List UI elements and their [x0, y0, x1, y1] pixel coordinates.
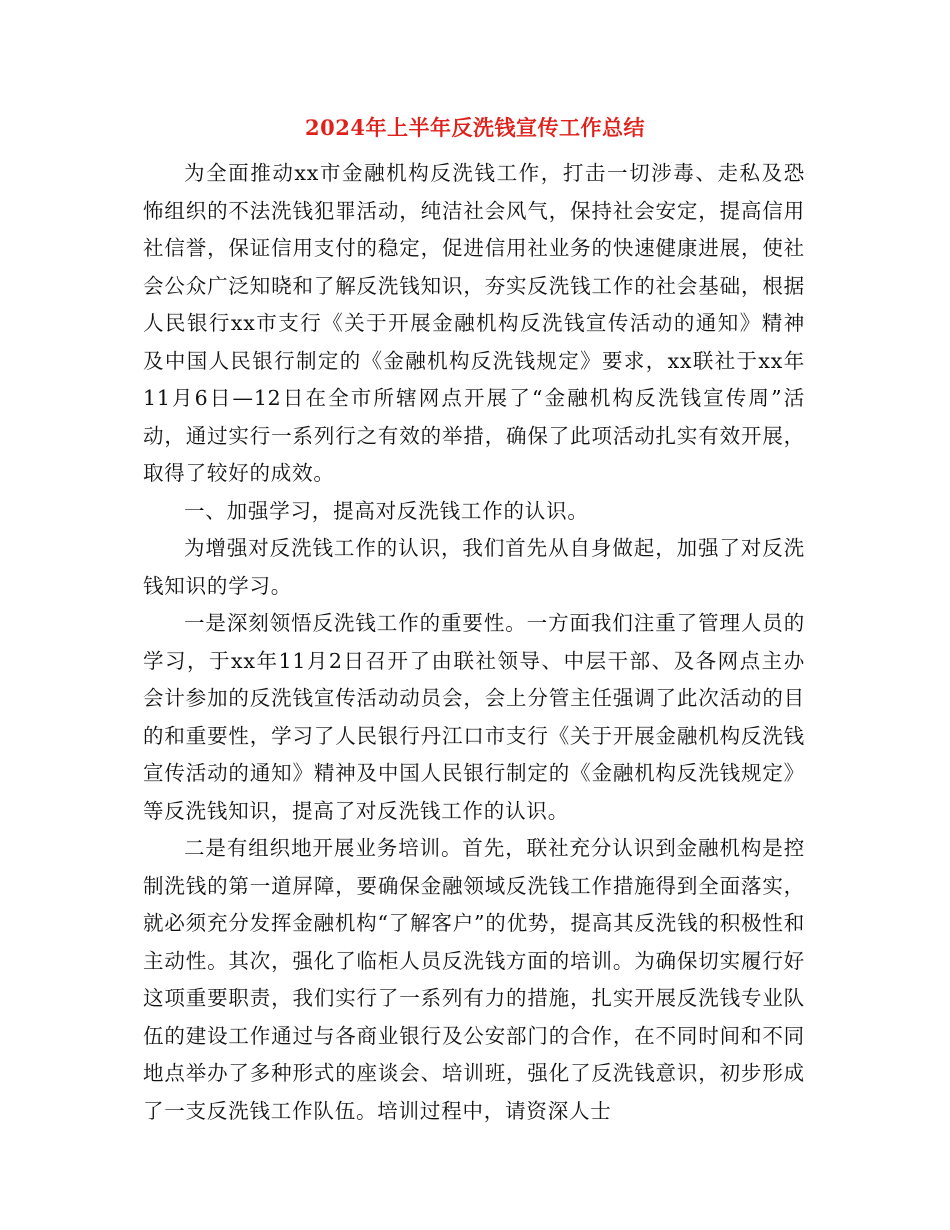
paragraph-point-1: 一是深刻领悟反洗钱工作的重要性。一方面我们注重了管理人员的学习，于xx年11月2日召开了由联社领导、中层干部、及各网点主办会计参加的反洗钱宣传活动动员会，会上分管主任强调了此次活动的目的和重要性，学习了人民银行丹江口市支行《关于开展金融机构反洗钱宣传活动的通知》精神及中国人民银行制定的《金融机构反洗钱规定》等反洗钱知识，提高了对反洗钱工作的认识。: [143, 611, 805, 823]
document-body: [143, 155, 805, 1130]
paragraph-intro: 为全面推动xx市金融机构反洗钱工作，打击一切涉毒、走私及恐怖组织的不法洗钱犯罪活动，纯洁社会风气，保持社会安定，提高信用社信誉，保证信用支付的稳定，促进信用社业务的快速健康进展，使社会公众广泛知晓和了解反洗钱知识，夯实反洗钱工作的社会基础，根据人民银行xx市支行《关于开展金融机构反洗钱宣传活动的通知》精神及中国人民银行制定的《金融机构反洗钱规定》要求，xx联社于xx年11月6日—12日在全市所辖网点开展了“金融机构反洗钱宣传周”活动，通过实行一系列行之有效的举措，确保了此项活动扎实有效开展，取得了较好的成效。: [143, 161, 805, 485]
document-title: 2024年上半年反洗钱宣传工作总结: [305, 115, 645, 140]
paragraph-point-2: 二是有组织地开展业务培训。首先，联社充分认识到金融机构是控制洗钱的第一道屏障，要确保金融领域反洗钱工作措施得到全面落实，就必须充分发挥金融机构“了解客户”的优势，提高其反洗钱的积极性和主动性。其次，强化了临柜人员反洗钱方面的培训。为确保切实履行好这项重要职责，我们实行了一系列有力的措施，扎实开展反洗钱专业队伍的建设工作通过与各商业银行及公安部门的合作，在不同时间和不同地点举办了多种形式的座谈会、培训班，强化了反洗钱意识，初步形成了一支反洗钱工作队伍。培训过程中，请资深人士: [143, 836, 805, 1123]
paragraph-section-1: 为增强对反洗钱工作的认识，我们首先从自身做起，加强了对反洗钱知识的学习。: [143, 536, 805, 598]
section-heading-1: 一、加强学习，提高对反洗钱工作的认识。: [184, 498, 589, 523]
